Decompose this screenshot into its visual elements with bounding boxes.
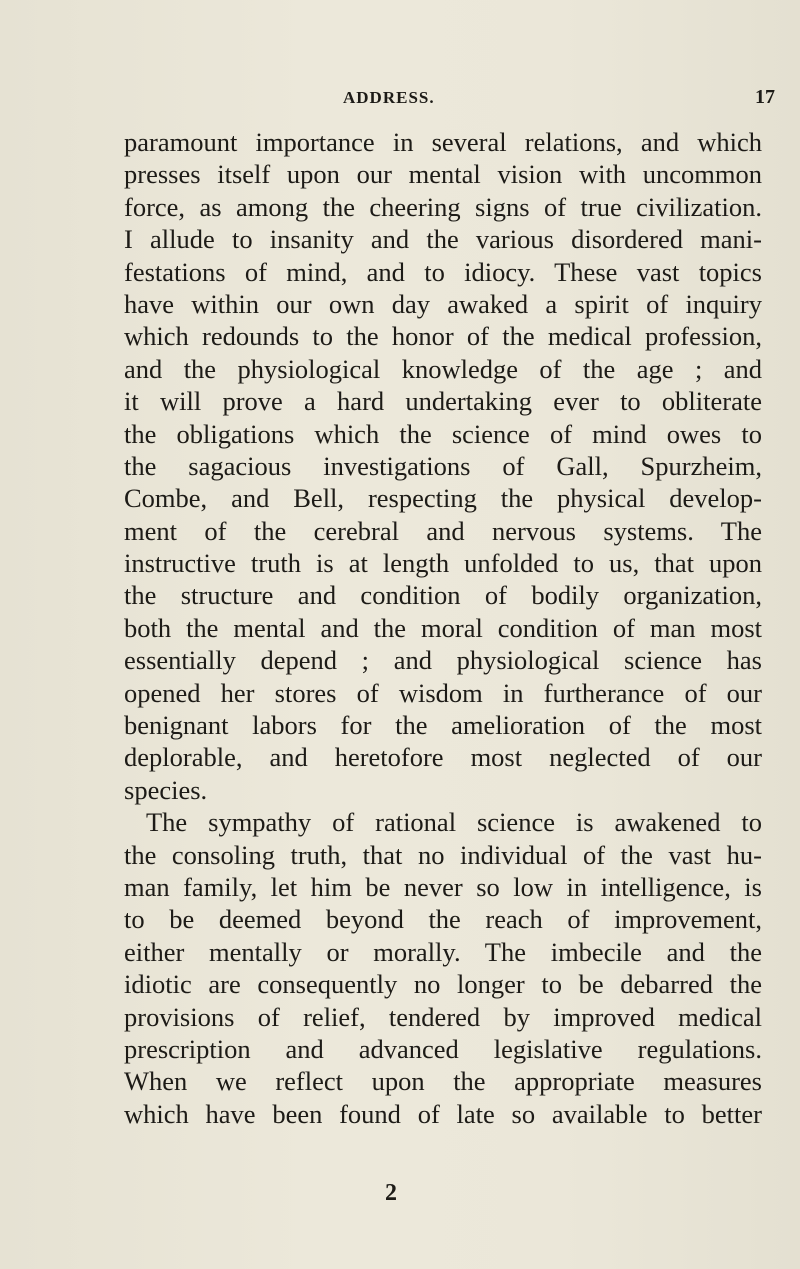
text-line: the obligations which the science of mind owes to	[124, 418, 762, 449]
text-line: have within our own day awaked a spirit of inquiry	[124, 288, 762, 319]
text-line: both the mental and the moral condition of man most	[124, 612, 762, 643]
text-line: presses itself upon our mental vision with uncommon	[124, 159, 762, 190]
text-line: it will prove a hard undertaking ever to obliterate	[124, 386, 762, 417]
running-head	[0, 88, 800, 112]
text-line: provisions of relief, tendered by improved medical	[124, 1001, 762, 1032]
text-line: benignant labors for the amelioration of the most	[124, 710, 762, 741]
body-text	[124, 126, 762, 1130]
text-line: idiotic are consequently no longer to be debarred the	[124, 969, 762, 1000]
text-line: prescription and advanced legislative regulations.	[124, 1033, 762, 1064]
text-line: ment of the cerebral and nervous systems. The	[124, 515, 762, 546]
text-line: essentially depend ; and physiological science has	[124, 645, 762, 676]
text-line: force, as among the cheering signs of true civilization.	[124, 191, 762, 222]
text-line: deplorable, and heretofore most neglected of our	[124, 742, 762, 773]
paragraph-start-line: The sympathy of rational science is awakened to	[146, 807, 762, 838]
text-line: and the physiological knowledge of the age ; and	[124, 353, 762, 384]
paragraph-end-line: species.	[124, 774, 208, 805]
page-number: 17	[755, 86, 775, 108]
text-line: the consoling truth, that no individual of the vast hu-	[124, 839, 762, 870]
text-line: the structure and condition of bodily organization,	[124, 580, 762, 611]
text-line: When we reflect upon the appropriate measures	[124, 1066, 762, 1097]
text-line: which redounds to the honor of the medical profession,	[124, 321, 762, 352]
text-line: man family, let him be never so low in intelligence, is	[124, 871, 762, 902]
text-line: I allude to insanity and the various disordered mani-	[124, 224, 762, 255]
signature-mark: 2	[385, 1180, 397, 1206]
text-line: paramount importance in several relations, and which	[124, 127, 762, 157]
text-line: opened her stores of wisdom in furtherance of our	[124, 677, 762, 708]
text-line: the sagacious investigations of Gall, Spurzheim,	[124, 450, 762, 481]
text-line: which have been found of late so available to better	[124, 1098, 762, 1129]
text-line: Combe, and Bell, respecting the physical develop-	[124, 483, 762, 514]
text-line: either mentally or morally. The imbecile and the	[124, 936, 762, 967]
text-line: to be deemed beyond the reach of improvement,	[124, 904, 762, 935]
running-title: ADDRESS.	[343, 88, 435, 107]
text-line: instructive truth is at length unfolded to us, that upon	[124, 548, 762, 579]
text-line: festations of mind, and to idiocy. These vast topics	[124, 256, 762, 287]
